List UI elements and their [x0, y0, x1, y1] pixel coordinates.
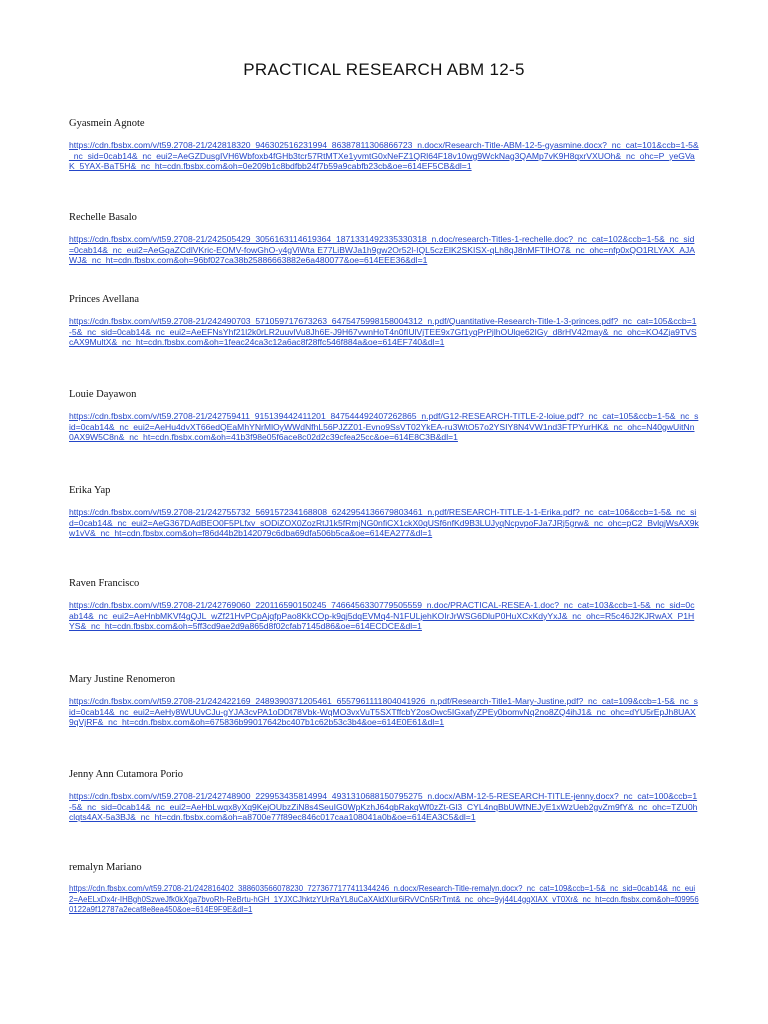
entry-name: Rechelle Basalo	[69, 212, 137, 223]
entry-name: Mary Justine Renomeron	[69, 674, 176, 685]
entry-link[interactable]: https://cdn.fbsbx.com/v/t59.2708-21/242490703_571059717673263_6475475998158004312_n.pdf/Quantitative-Research-Title-1-3-princes.pdf?_nc_cat=105&ccb=1-5&_nc_sid=0cab14&_nc_eui2=AeEFNsYhf21l2k0rLR2uuvlVu8Jh6E-J9H67vwnHoT4n0fIUlVjTEE9x7Gf1yqPrPjlhOUlqe62IGy_d8rHV42may&_nc_ohc=KO4Zja9TVScAX9MultX&_nc_ht=cdn.fbsbx.com&oh=1feac24ca3c12a6ac8f28ffc546f884a&oe=614EF740&dl=1	[69, 316, 697, 348]
entry-link[interactable]: https://cdn.fbsbx.com/v/t59.2708-21/242816402_388603566078230_7273677177411344246_n.docx/Research-Title-remalyn.docx?_nc_cat=109&ccb=1-5&_nc_sid=0cab14&_nc_eui2=AeELxDx4r-IHBgh0SzweJfk0kXga7bvoRh-ReBrtu-hGH_1YJXCJhktzYUrRaYL8uCaXAldXIur6iRvVCn5RrTmt&_nc_ohc=9yj44L4gqXlAX_vT0Xr&_nc_ht=cdn.fbsbx.com&oh=f099560122a9f12787a2ecaf8e8ea450&oe=614E9F9E&dl=1	[69, 884, 699, 915]
entry-raven	[69, 578, 699, 632]
document-title: PRACTICAL RESEARCH ABM 12-5	[243, 60, 525, 79]
entry-name: Erika Yap	[69, 485, 111, 496]
entry-rechelle	[69, 212, 699, 266]
entry-princes	[69, 294, 699, 348]
entry-name: Gyasmein Agnote	[69, 118, 145, 129]
entry-mary-justine	[69, 674, 699, 728]
entry-remalyn	[69, 862, 699, 916]
entry-name: Raven Francisco	[69, 578, 140, 589]
entry-jenny	[69, 769, 699, 823]
entry-link[interactable]: https://cdn.fbsbx.com/v/t59.2708-21/242769060_220116590150245_7466456330779505559_n.doc/PRACTICAL-RESEA-1.doc?_nc_cat=103&ccb=1-5&_nc_sid=0cab14&_nc_eui2=AeHnbMKVf4gQJL_wZf21HvPCpAjqfpPao8KkCOp-k9qj5dqEVMq4-N1FULjehKOIrJrWSG6DluP0HuXCxKdyYxJ&_nc_ohc=R5c46J2KJRwAX_P1HYS&_nc_ht=cdn.fbsbx.com&oh=5ff3cd9ae2d9a865d8f02cfab7145d86&oe=614ECDCE&dl=1	[69, 600, 695, 632]
entry-link[interactable]: https://cdn.fbsbx.com/v/t59.2708-21/242422169_2489390371205461_6557961111804041926_n.pdf/Research-Title1-Mary-Justine.pdf?_nc_cat=109&ccb=1-5&_nc_sid=0cab14&_nc_eui2=AeHy8WUUvCJu-gYJA3cvPA1oDDt78Vbk-WqMO3vxVuT5SXTffcbY2osOwc5IGxafyZPEy0bomvNq2no8ZQ4ihJ1&_nc_ohc=dYU5rEpJh8UAX9qVjRF&_nc_ht=cdn.fbsbx.com&oh=675836b99017642bc407b1c62b53c3b4&oe=614E0E61&dl=1	[69, 696, 698, 728]
entry-louie	[69, 389, 699, 443]
entry-gyasmein	[69, 118, 699, 172]
entry-name: Princes Avellana	[69, 294, 140, 305]
entry-link[interactable]: https://cdn.fbsbx.com/v/t59.2708-21/242759411_915139442411201_847544492407262865_n.pdf/G12-RESEARCH-TITLE-2-loiue.pdf?_nc_cat=105&ccb=1-5&_nc_sid=0cab14&_nc_eui2=AeHu4dvXT66edQEaMhYNrMlOyWWdNfhL56PJZZ01-Evno9SsVT02YkEA-ru3WtO57o2YSIY8N4VW1nd3FTPYurHK&_nc_ohc=N40gwUitNn0AX9W5C8n&_nc_ht=cdn.fbsbx.com&oh=41b3f98e05f6ace8c02d2c39cfea25cc&oe=614E8C3B&dl=1	[69, 411, 699, 443]
entry-name: Jenny Ann Cutamora Porio	[69, 769, 184, 780]
entry-link[interactable]: https://cdn.fbsbx.com/v/t59.2708-21/242505429_3056163114619364_1871331492335330318_n.doc/research-Titles-1-rechelle.doc?_nc_cat=102&ccb=1-5&_nc_sid=0cab14&_nc_eui2=AeGqaZCdlVKric-EOMV-fowGhO-y4gViWta E77LiBWJa1h9gw2Or52l-IQL5czElK2SKISX-qLh8qJ8nMFTIHO7&_nc_ohc=nfp0xQO1RLYAX_AJAWJ&_nc_ht=cdn.fbsbx.com&oh=96bf027ca38b25886663882e6a480077&oe=614EEE36&dl=1	[69, 234, 695, 266]
entry-name: remalyn Mariano	[69, 862, 142, 873]
entry-link[interactable]: https://cdn.fbsbx.com/v/t59.2708-21/242748900_229953435814994_4931310688150795275_n.docx/ABM-12-5-RESEARCH-TITLE-jenny.docx?_nc_cat=100&ccb=1-5&_nc_sid=0cab14&_nc_eui2=AeHbLwqx8yXq9KejOUbzZiN8s4SeuIG0WpKzhJ64qbRakqWf0zZt-Gl3_CYL4nqBbUWfNEJyE1xWzUeb2gvZm9fY&_nc_ohc=TZU0hclqts4AX-5a3BJ&_nc_ht=cdn.fbsbx.com&oh=a8700e77f89ec846c017caa108041a0b&oe=614EA3C5&dl=1	[69, 791, 698, 823]
entry-link[interactable]: https://cdn.fbsbx.com/v/t59.2708-21/242818320_946302516231994_86387811306866723_n.docx/Research-Title-ABM-12-5-gyasmine.docx?_nc_cat=101&ccb=1-5&_nc_sid=0cab14&_nc_eui2=AeGZDusgIVH6Wbfoxb4fGHb3tcr57RtMTXe1yvmtG0xNeFZ1QRl64F18v10wg9WckNag3QAMp7vK9H8qxrVXUOh&_nc_ohc=P_yeGVaK_5YAX-BaT5H&_nc_ht=cdn.fbsbx.com&oh=0e209b1c8bdfbb24f7b59a9cabfb23cb&oe=614EF5CB&dl=1	[69, 140, 699, 172]
entry-link[interactable]: https://cdn.fbsbx.com/v/t59.2708-21/242755732_569157234168808_6242954136679803461_n.pdf/RESEARCH-TITLE-1-1-Erika.pdf?_nc_cat=106&ccb=1-5&_nc_sid=0cab14&_nc_eui2=AeG367DAdBEO0F5PLfxv_sODiZOX0ZozRtJ1k5fRmjNG0nfiCX1ckX0qUSf6nfKd9B3LUJyqNcpvpoFJa7JRj5grw&_nc_ohc=pC2_BvlqjWsAX9kw1vV&_nc_ht=cdn.fbsbx.com&oh=f86d44b2b142079c6dba69dfa506b5ca&oe=614EA277&dl=1	[69, 507, 699, 539]
entry-name: Louie Dayawon	[69, 389, 137, 400]
entry-erika	[69, 485, 699, 539]
